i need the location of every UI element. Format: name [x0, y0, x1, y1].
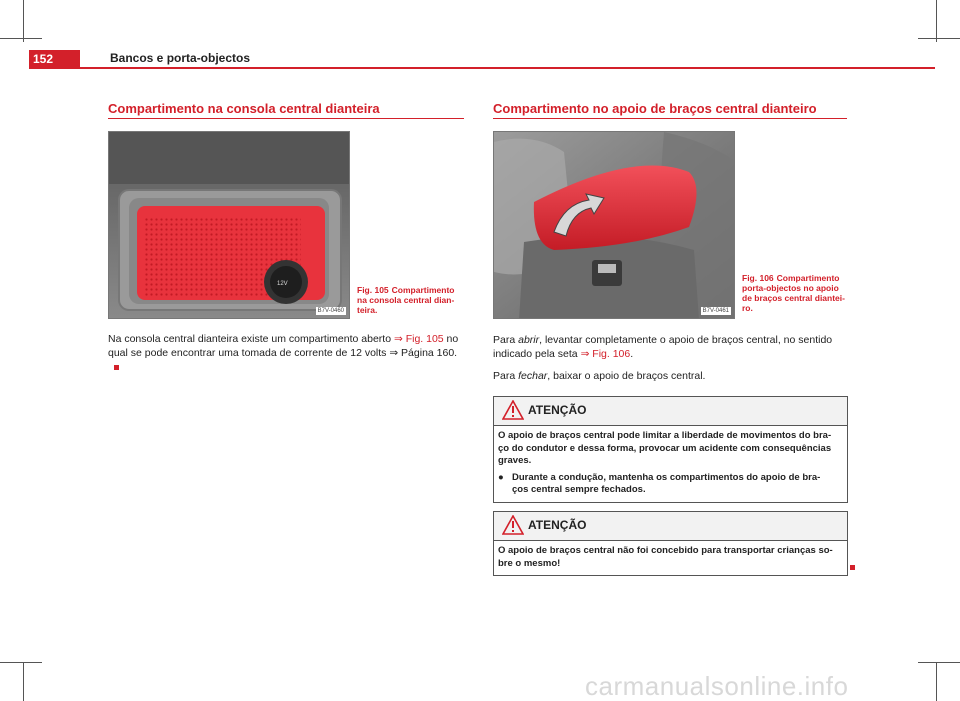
end-of-section-mark — [114, 365, 119, 370]
warning-bullet: ● Durante a condução, mantenha os compartimentos do apoio de bra- ços central sempre fechados. — [498, 471, 821, 495]
figure-console-compartment — [108, 131, 350, 319]
crop-mark — [0, 38, 42, 39]
crop-mark — [918, 38, 960, 39]
console-description: Na consola central dianteira existe um compartimento aberto ⇒ Fig. 105 no qual se pode encontrar uma tomada de corrente de 12 volts ⇒ Página 160. — [108, 332, 464, 374]
figure-code: B7V-0460 — [317, 308, 344, 314]
running-header-title: Bancos e porta-objectos — [110, 51, 251, 65]
figure-caption-106: Fig. 106 Compartimento porta-objectos no apoio de braços central diantei- ro. — [742, 273, 845, 313]
caption-number: Fig. 106 — [742, 273, 774, 283]
warning-header — [494, 397, 847, 426]
figure-code: B7V-0461 — [702, 308, 729, 314]
bullet-icon: ● — [498, 471, 504, 483]
warning-title: ATENÇÃO — [528, 403, 587, 417]
page-number: 152 — [29, 50, 80, 68]
crop-mark — [23, 0, 24, 42]
socket-label: 12V — [277, 281, 288, 287]
warning-title: ATENÇÃO — [528, 518, 587, 532]
armrest-open-instruction: Para abrir, levantar completamente o apoio de braços central, no sentido indicado pela seta ⇒ Fig. 106. — [493, 334, 833, 360]
crop-mark — [918, 662, 960, 663]
armrest-close-instruction: Para fechar, baixar o apoio de braços central. — [493, 370, 706, 382]
warning-triangle-icon — [502, 400, 524, 420]
section-rule — [108, 118, 464, 119]
section-title-armrest: Compartimento no apoio de braços central dianteiro — [493, 101, 817, 116]
warning-body: O apoio de braços central pode limitar a liberdade de movimentos do bra- ço do condutor e dessa forma, provocar um acidente com consequências graves. ● Durante a condução, mantenha os compartimentos do apoio de bra- ços central sempre fechados. — [494, 426, 847, 502]
end-of-section-mark — [850, 565, 855, 570]
figure-armrest-compartment — [493, 131, 735, 319]
figure-reference-link[interactable]: ⇒ Fig. 105 — [393, 333, 444, 345]
caption-number: Fig. 105 — [357, 285, 389, 295]
armrest-illustration — [494, 132, 735, 319]
warning-body: O apoio de braços central não foi concebido para transportar crianças so- bre o mesmo! — [498, 545, 833, 569]
crop-mark — [23, 662, 24, 701]
watermark: carmanualsonline.info — [585, 671, 849, 701]
crop-mark — [936, 662, 937, 701]
warning-box — [493, 511, 848, 576]
warning-triangle-icon — [502, 515, 524, 535]
warning-header — [494, 512, 847, 541]
crop-mark — [0, 662, 42, 663]
console-compartment-illustration — [109, 132, 350, 319]
warning-box — [493, 396, 848, 503]
figure-reference-link[interactable]: ⇒ Fig. 106 — [580, 348, 631, 360]
header-rule — [29, 67, 935, 69]
section-title-console: Compartimento na consola central dianteira — [108, 101, 380, 116]
crop-mark — [936, 0, 937, 42]
figure-caption-105: Fig. 105 Compartimento na consola central dian- teira. — [357, 285, 455, 315]
section-rule — [493, 118, 847, 119]
